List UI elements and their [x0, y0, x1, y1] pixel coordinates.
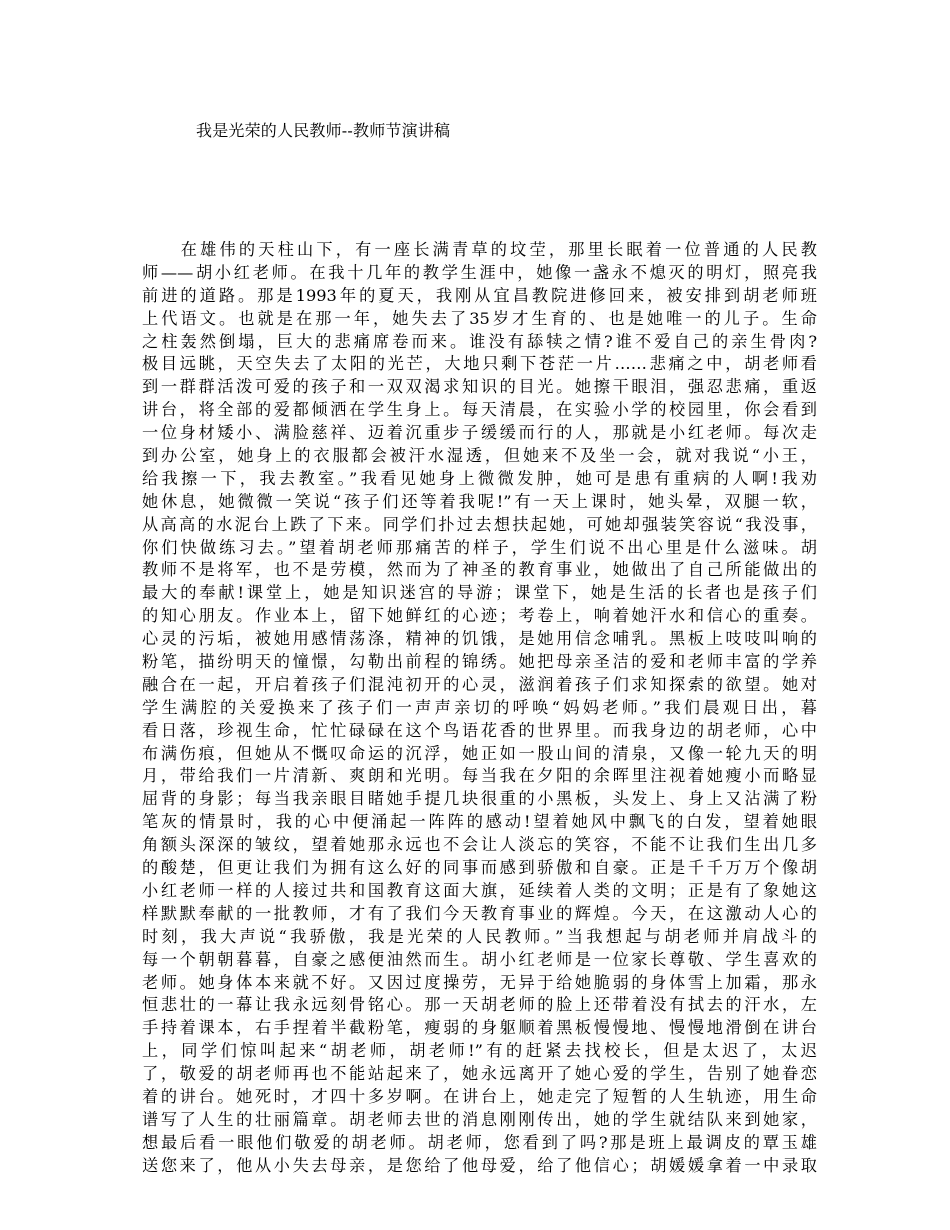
body-line: 送您来了，他从小失去母亲，是您给了他母爱，给了他信心；胡媛媛拿着一中录取	[142, 1155, 817, 1175]
document-title: 我是光荣的人民教师--教师节演讲稿	[196, 121, 451, 140]
body-line: 上，同学们惊叫起来“胡老师，胡老师!”有的赶紧去找校长，但是太迟了，太迟	[142, 1041, 817, 1061]
body-line: 小红老师一样的人接过共和国教育这面大旗，延续着人类的文明；正是有了象她这	[142, 880, 817, 900]
body-line: 想最后看一眼他们敬爱的胡老师。胡老师，您看到了吗?那是班上最调皮的覃玉雄	[142, 1132, 817, 1152]
body-line: 教师不是将军，也不是劳模，然而为了神圣的教育事业，她做出了自己所能做出的	[142, 560, 817, 580]
body-line: 布满伤痕，但她从不慨叹命运的沉浮，她正如一股山间的清泉，又像一轮九天的明	[142, 743, 817, 763]
body-line: 手持着课本，右手捏着半截粉笔，瘦弱的身躯顺着黑板慢慢地、慢慢地滑倒在讲台	[142, 1018, 817, 1038]
body-line: 每一个朝朝暮暮，自豪之感便油然而生。胡小红老师是一位家长尊敬、学生喜欢的	[142, 949, 817, 969]
body-line: 恒悲壮的一幕让我永远刻骨铭心。那一天胡老师的脸上还带着没有拭去的汗水，左	[142, 995, 817, 1015]
body-line: 的酸楚，但更让我们为拥有这么好的同事而感到骄傲和自豪。正是千千万万个像胡	[142, 858, 817, 878]
body-line: 在雄伟的天柱山下，有一座长满青草的坟茔，那里长眠着一位普通的人民教	[142, 240, 817, 259]
body-line: 最大的奉献!课堂上，她是知识迷宫的导游；课堂下，她是生活的长者也是孩子们	[142, 583, 817, 603]
body-line: 时刻，我大声说“我骄傲，我是光荣的人民教师。”当我想起与胡老师并肩战斗的	[142, 926, 817, 946]
body-line: 讲台，将全部的爱都倾洒在学生身上。每天清晨，在实验小学的校园里，你会看到	[142, 400, 817, 420]
body-line: 从高高的水泥台上跌了下来。同学们扑过去想扶起她，可她却强装笑容说“我没事，	[142, 514, 817, 534]
body-line: 角额头深深的皱纹，望着她那永远也不会让人淡忘的笑容，不能不让我们生出几多	[142, 835, 817, 855]
body-line: 屈背的身影；每当我亲眼目睹她手提几块很重的小黑板，头发上、身上又沾满了粉	[142, 789, 817, 809]
body-line: 到办公室，她身上的衣服都会被汗水湿透，但她来不及坐一会，就对我说“小王，	[142, 446, 817, 466]
body-line: 前进的道路。那是1993年的夏天，我刚从宜昌教院进修回来，被安排到胡老师班	[142, 285, 817, 305]
body-line: 笔灰的情景时，我的心中便涌起一阵阵的感动!望着她风中飘飞的白发，望着她眼	[142, 812, 817, 832]
body-line: 的知心朋友。作业本上，留下她鲜红的心迹；考卷上，响着她汗水和信心的重奏。	[142, 606, 817, 626]
body-line: 粉笔，描纷明天的憧憬，勾勒出前程的锦绣。她把母亲圣洁的爱和老师丰富的学养	[142, 652, 817, 672]
body-line: 给我擦一下，我去教室。”我看见她身上微微发肿，她可是患有重病的人啊!我劝	[142, 468, 817, 488]
body-line: 融合在一起，开启着孩子们混沌初开的心灵，滋润着孩子们求知探索的欲望。她对	[142, 674, 817, 694]
body-line: 学生满腔的关爱换来了孩子们一声声亲切的呼唤“妈妈老师。”我们晨观日出，暮	[142, 697, 817, 717]
body-line: 极目远眺，天空失去了太阳的光芒，大地只剩下苍茫一片……悲痛之中，胡老师看	[142, 354, 817, 374]
document-body	[142, 239, 817, 1178]
body-line: 一位身材矮小、满脸慈祥、迈着沉重步子缓缓而行的人，那就是小红老师。每次走	[142, 423, 817, 443]
body-line: 师——胡小红老师。在我十几年的教学生涯中，她像一盏永不熄灭的明灯，照亮我	[142, 262, 817, 282]
body-line: 样默默奉献的一批教师，才有了我们今天教育事业的辉煌。今天，在这激动人心的	[142, 903, 817, 923]
body-line: 谱写了人生的壮丽篇章。胡老师去世的消息刚刚传出，她的学生就结队来到她家，	[142, 1109, 817, 1129]
body-line: 到一群群活泼可爱的孩子和一双双渴求知识的目光。她擦干眼泪，强忍悲痛，重返	[142, 377, 817, 397]
body-line: 看日落，珍视生命，忙忙碌碌在这个鸟语花香的世界里。而我身边的胡老师，心中	[142, 720, 817, 740]
body-line: 心灵的污垢，被她用感情荡涤，精神的饥饿，是她用信念哺乳。黑板上吱吱叫响的	[142, 629, 817, 649]
body-line: 上代语文。也就是在那一年，她失去了35岁才生育的、也是她唯一的儿子。生命	[142, 308, 817, 328]
body-line: 之柱轰然倒塌，巨大的悲痛席卷而来。谁没有舔犊之情?谁不爱自己的亲生骨肉?	[142, 331, 817, 351]
body-line: 月，带给我们一片清新、爽朗和光明。每当我在夕阳的余晖里注视着她瘦小而略显	[142, 766, 817, 786]
body-line: 了，敬爱的胡老师再也不能站起来了，她永远离开了她心爱的学生，告别了她眷恋	[142, 1064, 817, 1084]
body-line: 着的讲台。她死时，才四十多岁啊。在讲台上，她走完了短暂的人生轨迹，用生命	[142, 1086, 817, 1106]
body-line: 老师。她身体本来就不好。又因过度操劳，无异于给她脆弱的身体雪上加霜，那永	[142, 972, 817, 992]
body-line: 她休息，她微微一笑说“孩子们还等着我呢!”有一天上课时，她头晕，双腿一软，	[142, 491, 817, 511]
body-line: 你们快做练习去。”望着胡老师那痛苦的样子，学生们说不出心里是什么滋味。胡	[142, 537, 817, 557]
